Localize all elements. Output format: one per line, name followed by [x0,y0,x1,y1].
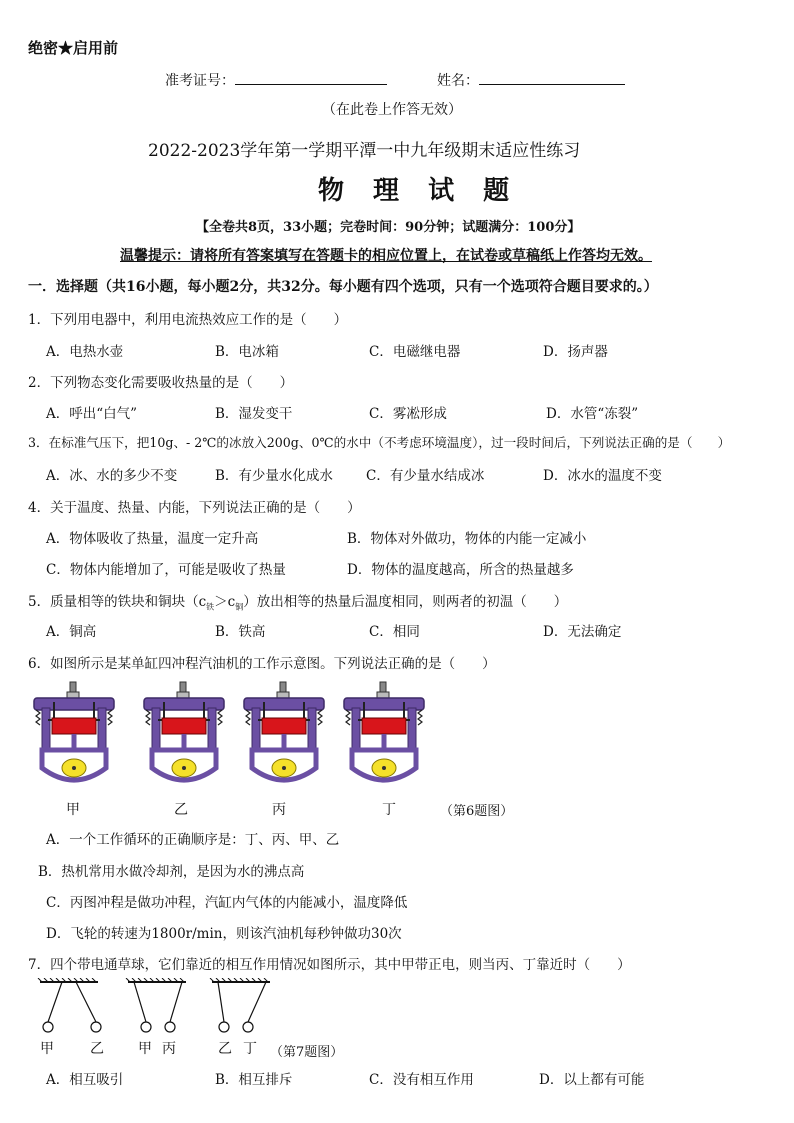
q3-option-b[interactable]: B．有少量水化成水 [215,468,333,484]
exam-title: 2022-2023学年第一学期平潭一中九年级期末适应性练习 [148,141,581,161]
charged-balls-figure [36,978,276,1038]
q5-sub-iron: 铁 [206,602,215,612]
question-4-stem: 4．关于温度、热量、内能，下列说法正确的是（ ） [28,500,361,516]
subject-title: 物 理 试 题 [318,176,520,206]
fig7-label-2: 乙 [90,1041,104,1057]
invalid-note: （在此卷上作答无效） [322,102,462,118]
q6-option-a[interactable]: A．一个工作循环的正确顺序是：丁、丙、甲、乙 [46,832,340,848]
q7-option-a[interactable]: A．相互吸引 [46,1072,124,1088]
fig7-label-5: 乙 [218,1041,232,1057]
name-row [437,70,625,90]
secret-label: 绝密★启用前 [28,39,119,57]
question-2-stem: 2．下列物态变化需要吸收热量的是（ ） [28,375,294,391]
q5-stem-post: ）放出相等的热量后温度相同，则两者的初温（ ） [243,594,568,610]
q5-stem-mid: ＞c [214,594,236,610]
q3-option-a[interactable]: A．冰、水的多少不变 [46,468,178,484]
question-7-stem: 7．四个带电通草球，它们靠近的相互作用情况如图所示，其中甲带正电，则当丙、丁靠近时（ ） [28,957,631,973]
fig7-label-6: 丁 [243,1041,257,1057]
exam-id-row [165,70,387,90]
question-6-stem: 6．如图所示是某单缸四冲程汽油机的工作示意图。下列说法正确的是（ ） [28,656,496,672]
question-1-stem: 1．下列用电器中，利用电流热效应工作的是（ ） [28,312,348,328]
fig7-caption: （第7题图） [270,1045,344,1060]
exam-info: 【全卷共8页，33小题；完卷时间：90分钟；试题满分：100分】 [196,220,581,235]
reminder: 温馨提示：请将所有答案填写在答题卡的相应位置上，在试卷或草稿纸上作答均无效。 [120,248,652,264]
q5-option-a[interactable]: A．铜高 [46,624,97,640]
name-label: 姓名： [437,73,479,89]
fig6-label-yi: 乙 [174,802,188,818]
q6-option-c[interactable]: C．丙图冲程是做功冲程，汽缸内气体的内能减小，温度降低 [46,895,408,911]
q3-option-c[interactable]: C．有少量水结成冰 [366,468,485,484]
q5-option-d[interactable]: D．无法确定 [543,624,622,640]
q2-option-a[interactable]: A．呼出“白气” [46,406,138,422]
question-3-stem: 3．在标准气压下，把10g、- 2℃的冰放入200g、0℃的水中（不考虑环境温度），过一段时间后，下列说法正确的是（ ） [28,435,731,450]
q3-option-d[interactable]: D．冰水的温度不变 [543,468,662,484]
fig6-caption: （第6题图） [440,804,514,819]
q5-stem-pre: 5．质量相等的铁块和铜块（c [28,594,207,610]
q5-option-b[interactable]: B．铁高 [215,624,266,640]
question-5-stem [28,590,567,613]
q5-option-c[interactable]: C．相同 [369,624,420,640]
fig7-label-1: 甲 [40,1041,54,1057]
fig6-label-bing: 丙 [272,802,286,818]
q2-option-d[interactable]: D．水管“冻裂” [546,406,639,422]
q2-option-b[interactable]: B．湿发变干 [215,406,293,422]
exam-id-field[interactable] [235,70,387,85]
q6-option-d[interactable]: D．飞轮的转速为1800r/min，则该汽油机每秒钟做功30次 [46,926,402,942]
q4-option-b[interactable]: B．物体对外做功，物体的内能一定减小 [347,531,587,547]
exam-id-label: 准考证号： [165,73,235,89]
q1-option-a[interactable]: A．电热水壶 [46,344,124,360]
section-heading: 一．选择题（共16小题，每小题2分，共32分。每小题有四个选项，只有一个选项符合题目要求的。） [28,279,658,295]
q4-option-d[interactable]: D．物体的温度越高，所含的热量越多 [347,562,574,578]
fig7-label-3: 甲 [138,1041,152,1057]
q1-option-b[interactable]: B．电冰箱 [215,344,279,360]
q4-option-c[interactable]: C．物体内能增加了，可能是吸收了热量 [46,562,286,578]
engine-strokes-figure [28,680,438,792]
q2-option-c[interactable]: C．雾凇形成 [369,406,447,422]
q6-option-b[interactable]: B．热机常用水做冷却剂，是因为水的沸点高 [38,864,305,880]
q7-option-d[interactable]: D．以上都有可能 [539,1072,645,1088]
fig6-label-jia: 甲 [66,802,80,818]
q1-option-c[interactable]: C．电磁继电器 [369,344,461,360]
q4-option-a[interactable]: A．物体吸收了热量，温度一定升高 [46,531,259,547]
q1-option-d[interactable]: D．扬声器 [543,344,608,360]
fig6-label-ding: 丁 [382,802,396,818]
name-field[interactable] [479,70,625,85]
q7-option-c[interactable]: C．没有相互作用 [369,1072,474,1088]
q5-sub-copper: 铜 [235,602,244,612]
fig7-label-4: 丙 [162,1041,176,1057]
q7-option-b[interactable]: B．相互排斥 [215,1072,293,1088]
